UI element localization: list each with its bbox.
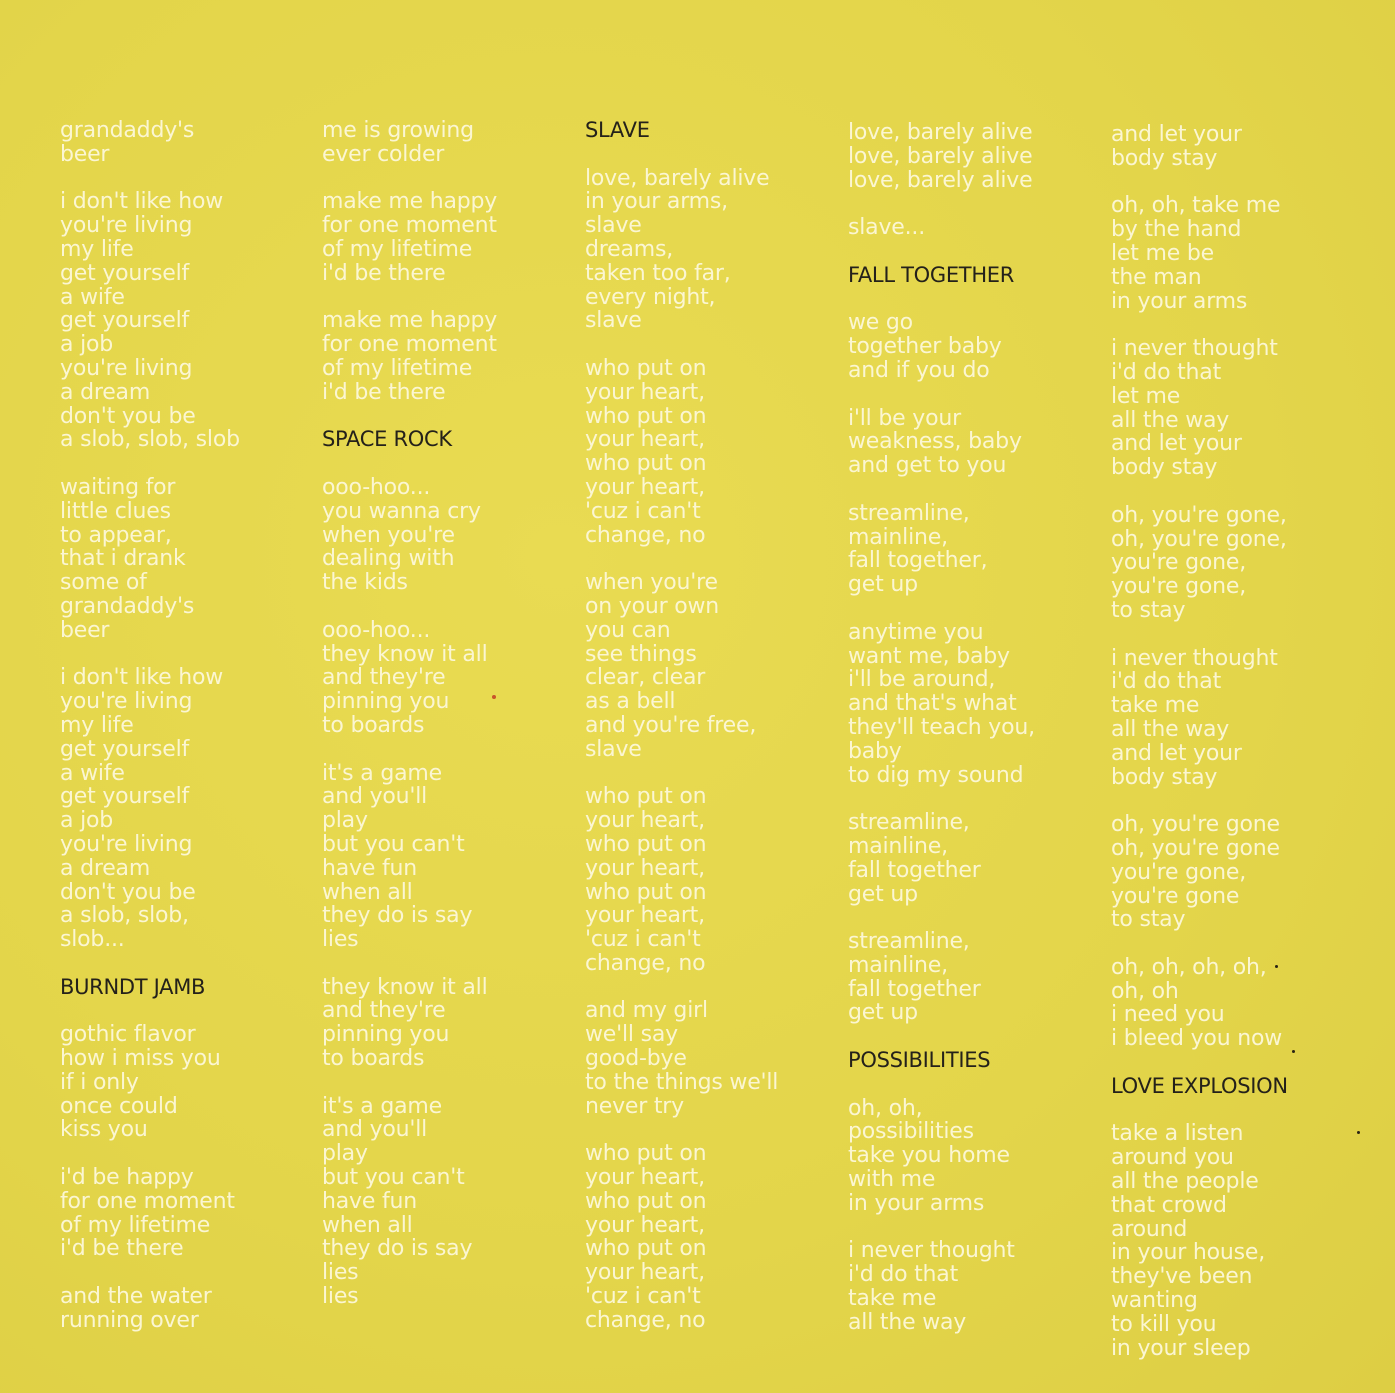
lyric-line: your heart, bbox=[585, 1212, 705, 1238]
lyric-line: you're gone, bbox=[1111, 859, 1247, 885]
lyric-line: if i only bbox=[60, 1069, 139, 1095]
lyric-stanza bbox=[322, 762, 572, 952]
lyric-line: baby bbox=[848, 738, 902, 764]
lyric-line: who put on bbox=[585, 1141, 707, 1167]
lyric-line: a wife bbox=[60, 284, 125, 310]
lyric-line: fall together bbox=[848, 976, 981, 1002]
lyric-line: to stay bbox=[1111, 597, 1186, 623]
lyric-stanza bbox=[60, 476, 310, 643]
lyric-line: they know it all bbox=[322, 974, 488, 1000]
lyric-line: get up bbox=[848, 1000, 918, 1026]
lyric-line: want me, baby bbox=[848, 643, 1010, 669]
lyric-line: get yourself bbox=[60, 784, 190, 810]
lyric-line: fall together bbox=[848, 857, 981, 883]
lyric-stanza bbox=[585, 999, 835, 1118]
lyric-stanza bbox=[60, 1166, 310, 1261]
lyric-line: oh, oh, oh, oh, bbox=[1111, 954, 1267, 980]
lyric-stanza bbox=[1111, 956, 1361, 1051]
lyric-line: a slob, slob, bbox=[60, 903, 189, 929]
lyric-stanza bbox=[848, 1239, 1098, 1334]
lyric-line: oh, oh, bbox=[848, 1095, 923, 1121]
lyric-line: who put on bbox=[585, 451, 707, 477]
lyric-line: get up bbox=[848, 572, 918, 598]
lyric-line: your heart, bbox=[585, 1260, 705, 1286]
lyric-line: when all bbox=[322, 1212, 413, 1238]
lyric-line: you can bbox=[585, 617, 671, 643]
lyric-line: how i miss you bbox=[60, 1046, 221, 1072]
lyric-line: and let your bbox=[1111, 740, 1242, 766]
lyric-line: you're living bbox=[60, 689, 193, 715]
lyric-line: and let your bbox=[1111, 122, 1242, 147]
lyric-line: as a bell bbox=[585, 689, 676, 715]
lyric-line: and you'll bbox=[322, 1117, 428, 1143]
lyric-line: change, no bbox=[585, 522, 706, 548]
lyric-line: 'cuz i can't bbox=[585, 1284, 701, 1310]
lyrics-column-2 bbox=[322, 119, 572, 1333]
lyric-line: a slob, slob, slob bbox=[60, 427, 240, 453]
lyric-line: in your house, bbox=[1111, 1240, 1266, 1266]
lyric-line: a job bbox=[60, 332, 114, 358]
lyric-line: fall together, bbox=[848, 548, 988, 574]
lyric-stanza bbox=[1111, 123, 1361, 171]
lyric-stanza bbox=[848, 811, 1098, 906]
lyrics-column-1 bbox=[60, 119, 310, 1356]
lyric-line: i'd do that bbox=[1111, 669, 1222, 695]
lyric-line: little clues bbox=[60, 498, 171, 524]
lyric-line: 'cuz i can't bbox=[585, 927, 701, 953]
lyric-line: who put on bbox=[585, 1236, 707, 1262]
lyric-line: taken too far, bbox=[585, 260, 731, 286]
lyric-line: i bleed you now bbox=[1111, 1026, 1283, 1052]
lyric-line: dealing with bbox=[322, 546, 455, 572]
lyric-line: get yourself bbox=[60, 308, 190, 334]
lyric-line: i'll be your bbox=[848, 405, 961, 431]
lyrics-column-5 bbox=[1111, 123, 1361, 1384]
lyric-line: take me bbox=[1111, 693, 1200, 719]
lyric-line: all the way bbox=[1111, 407, 1230, 433]
lyric-line: your heart, bbox=[585, 427, 705, 453]
lyric-line: mainline, bbox=[848, 952, 948, 978]
lyric-line: every night, bbox=[585, 284, 716, 310]
lyric-line: they do is say bbox=[322, 1236, 473, 1262]
lyric-line: slave bbox=[585, 308, 642, 334]
song-title: LOVE EXPLOSION bbox=[1111, 1073, 1288, 1098]
lyric-line: slob... bbox=[60, 927, 125, 953]
lyric-line: in your arms bbox=[848, 1190, 985, 1216]
lyric-line: i'd be there bbox=[60, 1236, 184, 1262]
lyric-line: love, barely alive bbox=[848, 143, 1033, 169]
song-title: SLAVE bbox=[585, 118, 650, 142]
lyric-line: love, barely alive bbox=[848, 120, 1033, 145]
lyric-stanza bbox=[1111, 337, 1361, 480]
lyric-line: in your arms, bbox=[585, 189, 728, 215]
lyric-stanza bbox=[322, 476, 572, 595]
lyric-line: it's a game bbox=[322, 1093, 442, 1119]
lyric-line: and get to you bbox=[848, 453, 1007, 479]
lyric-line: possibilities bbox=[848, 1119, 974, 1145]
lyric-line: i'll be around, bbox=[848, 667, 996, 693]
lyric-line: who put on bbox=[585, 403, 707, 429]
lyric-line: body stay bbox=[1111, 455, 1218, 481]
lyric-line: i need you bbox=[1111, 1002, 1225, 1028]
lyric-line: oh, you're gone, bbox=[1111, 502, 1287, 528]
lyric-line: me is growing bbox=[322, 118, 474, 143]
lyric-line: oh, oh bbox=[1111, 978, 1179, 1004]
lyric-line: take a listen bbox=[1111, 1121, 1244, 1147]
lyric-line: and if you do bbox=[848, 357, 990, 383]
lyric-stanza bbox=[585, 571, 835, 761]
lyric-line: ooo-hoo... bbox=[322, 617, 431, 643]
lyric-line: beer bbox=[60, 617, 110, 643]
lyric-line: kiss you bbox=[60, 1117, 148, 1143]
lyric-line: i'd do that bbox=[1111, 359, 1222, 385]
lyric-line: who put on bbox=[585, 831, 707, 857]
lyric-stanza bbox=[322, 309, 572, 404]
lyric-line: all the way bbox=[1111, 716, 1230, 742]
lyric-line: of my lifetime bbox=[322, 236, 473, 262]
lyric-stanza bbox=[1111, 647, 1361, 790]
lyric-line: play bbox=[322, 808, 368, 834]
lyric-line: body stay bbox=[1111, 145, 1218, 171]
lyric-line: get yourself bbox=[60, 736, 190, 762]
lyric-line: running over bbox=[60, 1307, 199, 1333]
paper-speck bbox=[1292, 1050, 1295, 1053]
lyric-line: you're living bbox=[60, 355, 193, 381]
lyric-line: weakness, baby bbox=[848, 429, 1022, 455]
lyric-stanza bbox=[585, 167, 835, 334]
lyric-line: some of bbox=[60, 570, 147, 596]
lyric-line: on your own bbox=[585, 593, 720, 619]
lyric-stanza bbox=[848, 216, 1098, 240]
lyric-line: that i drank bbox=[60, 546, 186, 572]
lyrics-column-4 bbox=[848, 121, 1098, 1358]
lyric-line: slave bbox=[585, 736, 642, 762]
lyric-line: the man bbox=[1111, 264, 1202, 290]
lyric-stanza bbox=[322, 619, 572, 738]
lyric-line: your heart, bbox=[585, 855, 705, 881]
lyric-line: to kill you bbox=[1111, 1311, 1217, 1337]
lyric-line: you wanna cry bbox=[322, 498, 481, 524]
lyric-line: i'd be there bbox=[322, 260, 446, 286]
lyric-line: of my lifetime bbox=[60, 1212, 211, 1238]
lyric-line: gothic flavor bbox=[60, 1022, 196, 1048]
lyric-line: i never thought bbox=[848, 1238, 1015, 1264]
lyric-line: streamline, bbox=[848, 929, 970, 955]
lyric-stanza bbox=[322, 190, 572, 285]
lyrics-column-3 bbox=[585, 119, 835, 1356]
song-title: BURNDT JAMB bbox=[60, 974, 206, 999]
lyric-line: i'd be happy bbox=[60, 1165, 194, 1191]
lyric-line: they know it all bbox=[322, 641, 488, 667]
lyric-line: have fun bbox=[322, 855, 418, 881]
lyric-line: see things bbox=[585, 641, 697, 667]
lyric-line: change, no bbox=[585, 950, 706, 976]
lyric-line: and you'll bbox=[322, 784, 428, 810]
lyric-line: let me bbox=[1111, 383, 1181, 409]
lyric-line: lies bbox=[322, 1284, 359, 1310]
lyric-line: when you're bbox=[585, 570, 718, 596]
lyric-line: who put on bbox=[585, 355, 707, 381]
lyric-line: your heart, bbox=[585, 903, 705, 929]
lyric-line: 'cuz i can't bbox=[585, 498, 701, 524]
lyric-stanza bbox=[60, 1023, 310, 1142]
lyric-line: with me bbox=[848, 1167, 936, 1193]
lyric-line: get yourself bbox=[60, 260, 190, 286]
lyric-line: grandaddy's bbox=[60, 118, 195, 143]
lyric-line: beer bbox=[60, 141, 110, 167]
lyric-line: don't you be bbox=[60, 403, 196, 429]
lyric-line: to appear, bbox=[60, 522, 172, 548]
lyric-stanza bbox=[585, 357, 835, 547]
paper-speck bbox=[1275, 965, 1278, 968]
lyric-stanza bbox=[60, 666, 310, 952]
song-title: SPACE ROCK bbox=[322, 427, 452, 452]
lyric-line: and they're bbox=[322, 998, 446, 1024]
lyric-line: anytime you bbox=[848, 619, 984, 645]
lyric-line: your heart, bbox=[585, 808, 705, 834]
lyric-line: i'd do that bbox=[848, 1262, 959, 1288]
lyric-line: my life bbox=[60, 236, 134, 262]
lyric-line: slave bbox=[585, 213, 642, 239]
lyric-line: clear, clear bbox=[585, 665, 706, 691]
song-title: POSSIBILITIES bbox=[848, 1048, 991, 1073]
lyric-line: lies bbox=[322, 927, 359, 953]
lyric-line: my life bbox=[60, 712, 134, 738]
lyric-line: it's a game bbox=[322, 760, 442, 786]
lyric-line: waiting for bbox=[60, 474, 176, 500]
lyric-line: who put on bbox=[585, 879, 707, 905]
lyric-line: i don't like how bbox=[60, 189, 224, 215]
lyric-line: around bbox=[1111, 1216, 1188, 1242]
lyric-stanza bbox=[60, 1285, 310, 1333]
lyric-line: to the things we'll bbox=[585, 1069, 779, 1095]
lyric-line: your heart, bbox=[585, 379, 705, 405]
lyric-line: don't you be bbox=[60, 879, 196, 905]
lyric-line: slave... bbox=[848, 215, 925, 241]
lyric-line: once could bbox=[60, 1093, 178, 1119]
lyric-line: lies bbox=[322, 1260, 359, 1286]
lyric-line: get up bbox=[848, 881, 918, 907]
lyric-line: pinning you bbox=[322, 689, 450, 715]
lyric-stanza bbox=[60, 119, 310, 167]
lyric-line: and let your bbox=[1111, 431, 1242, 457]
lyric-line: ooo-hoo... bbox=[322, 474, 431, 500]
lyric-line: all the people bbox=[1111, 1169, 1259, 1195]
lyric-line: oh, you're gone, bbox=[1111, 526, 1287, 552]
lyric-line: you're living bbox=[60, 213, 193, 239]
lyric-line: when you're bbox=[322, 522, 455, 548]
lyric-line: for one moment bbox=[60, 1188, 235, 1214]
lyric-line: love, barely alive bbox=[848, 167, 1033, 193]
lyric-line: i never thought bbox=[1111, 645, 1278, 671]
lyric-line: a wife bbox=[60, 760, 125, 786]
lyric-line: in your sleep bbox=[1111, 1335, 1251, 1361]
lyric-line: play bbox=[322, 1141, 368, 1167]
lyric-line: change, no bbox=[585, 1307, 706, 1333]
lyric-line: but you can't bbox=[322, 1165, 465, 1191]
lyric-line: pinning you bbox=[322, 1022, 450, 1048]
lyric-line: let me be bbox=[1111, 240, 1214, 266]
lyric-line: when all bbox=[322, 879, 413, 905]
lyric-stanza bbox=[848, 502, 1098, 597]
lyric-stanza bbox=[322, 119, 572, 167]
paper-speck bbox=[492, 695, 496, 699]
lyric-stanza bbox=[848, 311, 1098, 382]
song-title: FALL TOGETHER bbox=[848, 262, 1015, 287]
lyric-line: a dream bbox=[60, 379, 151, 405]
lyric-line: streamline, bbox=[848, 500, 970, 526]
lyric-line: that crowd bbox=[1111, 1192, 1227, 1218]
lyric-line: oh, you're gone bbox=[1111, 835, 1280, 861]
lyric-stanza bbox=[322, 976, 572, 1071]
lyric-line: make me happy bbox=[322, 189, 498, 215]
lyric-line: i don't like how bbox=[60, 665, 224, 691]
lyric-line: they've been bbox=[1111, 1264, 1253, 1290]
lyric-stanza bbox=[322, 1095, 572, 1309]
lyric-line: mainline, bbox=[848, 524, 948, 550]
lyric-line: grandaddy's bbox=[60, 593, 195, 619]
lyric-line: to dig my sound bbox=[848, 762, 1024, 788]
lyric-stanza bbox=[1111, 1122, 1361, 1360]
lyric-line: but you can't bbox=[322, 831, 465, 857]
lyric-line: make me happy bbox=[322, 308, 498, 334]
lyric-line: oh, oh, take me bbox=[1111, 193, 1281, 219]
lyric-line: oh, you're gone bbox=[1111, 812, 1280, 838]
lyric-stanza bbox=[848, 407, 1098, 478]
lyric-stanza bbox=[848, 1097, 1098, 1216]
lyric-line: and my girl bbox=[585, 998, 708, 1024]
lyric-stanza bbox=[848, 121, 1098, 192]
lyric-line: a dream bbox=[60, 855, 151, 881]
lyric-line: wanting bbox=[1111, 1288, 1198, 1314]
lyric-line: they'll teach you, bbox=[848, 714, 1035, 740]
lyric-line: never try bbox=[585, 1093, 684, 1119]
lyric-line: they do is say bbox=[322, 903, 473, 929]
lyric-line: in your arms bbox=[1111, 288, 1248, 314]
lyric-line: of my lifetime bbox=[322, 355, 473, 381]
lyric-line: you're living bbox=[60, 831, 193, 857]
lyric-line: all the way bbox=[848, 1309, 967, 1335]
lyric-stanza bbox=[1111, 194, 1361, 313]
lyric-line: for one moment bbox=[322, 213, 497, 239]
lyric-line: streamline, bbox=[848, 810, 970, 836]
lyric-line: you're gone, bbox=[1111, 574, 1247, 600]
lyric-line: mainline, bbox=[848, 833, 948, 859]
lyric-line: your heart, bbox=[585, 1165, 705, 1191]
lyric-line: who put on bbox=[585, 1188, 707, 1214]
lyric-line: to boards bbox=[322, 1046, 425, 1072]
lyric-line: the kids bbox=[322, 570, 408, 596]
lyric-stanza bbox=[848, 621, 1098, 788]
lyric-stanza bbox=[1111, 813, 1361, 932]
lyric-line: around you bbox=[1111, 1145, 1234, 1171]
lyric-line: love, barely alive bbox=[585, 165, 770, 191]
lyric-line: have fun bbox=[322, 1188, 418, 1214]
lyric-line: to stay bbox=[1111, 907, 1186, 933]
lyric-stanza bbox=[848, 930, 1098, 1025]
lyric-stanza bbox=[60, 190, 310, 452]
lyric-line: good-bye bbox=[585, 1046, 687, 1072]
lyric-line: and they're bbox=[322, 665, 446, 691]
lyric-line: body stay bbox=[1111, 764, 1218, 790]
lyric-line: we'll say bbox=[585, 1022, 678, 1048]
lyric-line: we go bbox=[848, 310, 913, 336]
lyric-stanza bbox=[585, 785, 835, 975]
lyric-line: for one moment bbox=[322, 332, 497, 358]
lyric-line: i'd be there bbox=[322, 379, 446, 405]
lyric-stanza bbox=[585, 1142, 835, 1332]
lyric-line: who put on bbox=[585, 784, 707, 810]
lyric-line: take you home bbox=[848, 1143, 1010, 1169]
lyric-line: and you're free, bbox=[585, 712, 757, 738]
lyric-line: dreams, bbox=[585, 236, 674, 262]
lyric-line: i never thought bbox=[1111, 336, 1278, 362]
lyric-line: together baby bbox=[848, 334, 1002, 360]
paper-speck bbox=[1357, 1131, 1360, 1134]
lyric-line: and that's what bbox=[848, 691, 1017, 717]
lyric-line: you're gone bbox=[1111, 883, 1240, 909]
lyric-line: by the hand bbox=[1111, 217, 1242, 243]
lyric-line: a job bbox=[60, 808, 114, 834]
lyric-line: to boards bbox=[322, 712, 425, 738]
lyric-line: and the water bbox=[60, 1284, 212, 1310]
lyric-line: ever colder bbox=[322, 141, 445, 167]
lyric-line: your heart, bbox=[585, 474, 705, 500]
lyric-line: you're gone, bbox=[1111, 550, 1247, 576]
lyric-line: take me bbox=[848, 1286, 937, 1312]
lyric-stanza bbox=[1111, 504, 1361, 623]
